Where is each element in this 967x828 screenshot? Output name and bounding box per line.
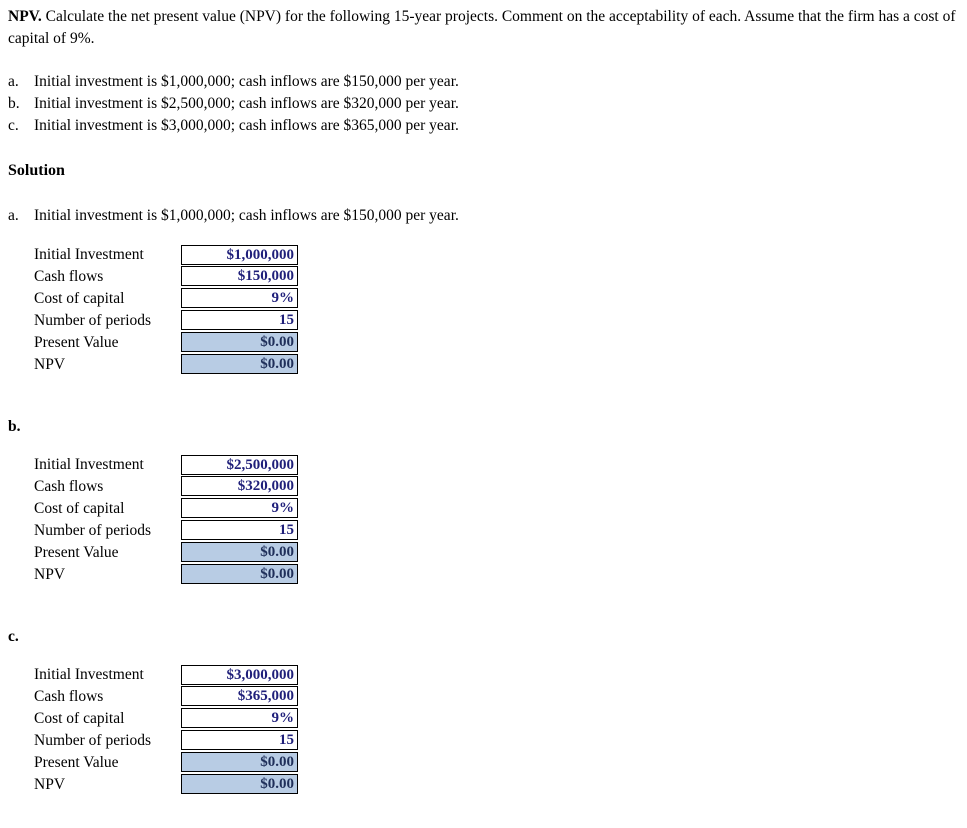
row-label-number-of-periods: Number of periods: [34, 522, 152, 539]
row-label-npv: NPV: [34, 566, 66, 583]
row-label-number-of-periods: Number of periods: [34, 312, 152, 329]
problem-statement: [8, 6, 963, 50]
cell-cost-of-capital[interactable]: 9%: [181, 288, 298, 308]
row-label-cost-of-capital: Cost of capital: [34, 710, 125, 727]
row-label-npv: NPV: [34, 776, 66, 793]
section-label: a.: [8, 207, 19, 224]
item-label: b.: [8, 95, 20, 112]
section-a-header: [8, 207, 459, 225]
row-label-cash-flows: Cash flows: [34, 268, 104, 285]
row-label-number-of-periods: Number of periods: [34, 732, 152, 749]
problem-item-a: [8, 73, 459, 91]
problem-item-c: [8, 117, 459, 135]
cell-initial-investment[interactable]: $3,000,000: [181, 665, 298, 685]
section-c-label: c.: [8, 628, 19, 645]
solution-heading: Solution: [8, 162, 65, 179]
item-text: Initial investment is $1,000,000; cash inflows are $150,000 per year.: [34, 73, 459, 90]
item-text: Initial investment is $2,500,000; cash inflows are $320,000 per year.: [34, 95, 459, 112]
row-label-present-value: Present Value: [34, 754, 119, 771]
cell-cost-of-capital[interactable]: 9%: [181, 708, 298, 728]
cell-cash-flows[interactable]: $320,000: [181, 476, 298, 496]
item-text: Initial investment is $3,000,000; cash inflows are $365,000 per year.: [34, 117, 459, 134]
cell-number-of-periods[interactable]: 15: [181, 520, 298, 540]
cell-initial-investment[interactable]: $2,500,000: [181, 455, 298, 475]
cell-npv[interactable]: $0.00: [181, 354, 298, 374]
problem-title: NPV.: [8, 8, 42, 25]
item-label: c.: [8, 117, 19, 134]
row-label-cash-flows: Cash flows: [34, 688, 104, 705]
section-b-label: b.: [8, 418, 21, 435]
problem-item-b: [8, 95, 459, 113]
row-label-initial-investment: Initial Investment: [34, 666, 144, 683]
row-label-cash-flows: Cash flows: [34, 478, 104, 495]
row-label-present-value: Present Value: [34, 544, 119, 561]
cell-initial-investment[interactable]: $1,000,000: [181, 245, 298, 265]
cell-present-value[interactable]: $0.00: [181, 752, 298, 772]
cell-number-of-periods[interactable]: 15: [181, 310, 298, 330]
cell-cost-of-capital[interactable]: 9%: [181, 498, 298, 518]
cell-cash-flows[interactable]: $150,000: [181, 266, 298, 286]
cell-npv[interactable]: $0.00: [181, 774, 298, 794]
item-label: a.: [8, 73, 19, 90]
section-description: Initial investment is $1,000,000; cash inflows are $150,000 per year.: [34, 207, 459, 224]
cell-cash-flows[interactable]: $365,000: [181, 686, 298, 706]
row-label-initial-investment: Initial Investment: [34, 246, 144, 263]
row-label-npv: NPV: [34, 356, 66, 373]
cell-present-value[interactable]: $0.00: [181, 332, 298, 352]
cell-npv[interactable]: $0.00: [181, 564, 298, 584]
row-label-initial-investment: Initial Investment: [34, 456, 144, 473]
row-label-cost-of-capital: Cost of capital: [34, 500, 125, 517]
row-label-cost-of-capital: Cost of capital: [34, 290, 125, 307]
cell-present-value[interactable]: $0.00: [181, 542, 298, 562]
row-label-present-value: Present Value: [34, 334, 119, 351]
cell-number-of-periods[interactable]: 15: [181, 730, 298, 750]
problem-text: Calculate the net present value (NPV) for the following 15-year projects. Comment on the acceptability of each. Assume that the firm has a cost of capital of 9%.: [8, 8, 956, 47]
